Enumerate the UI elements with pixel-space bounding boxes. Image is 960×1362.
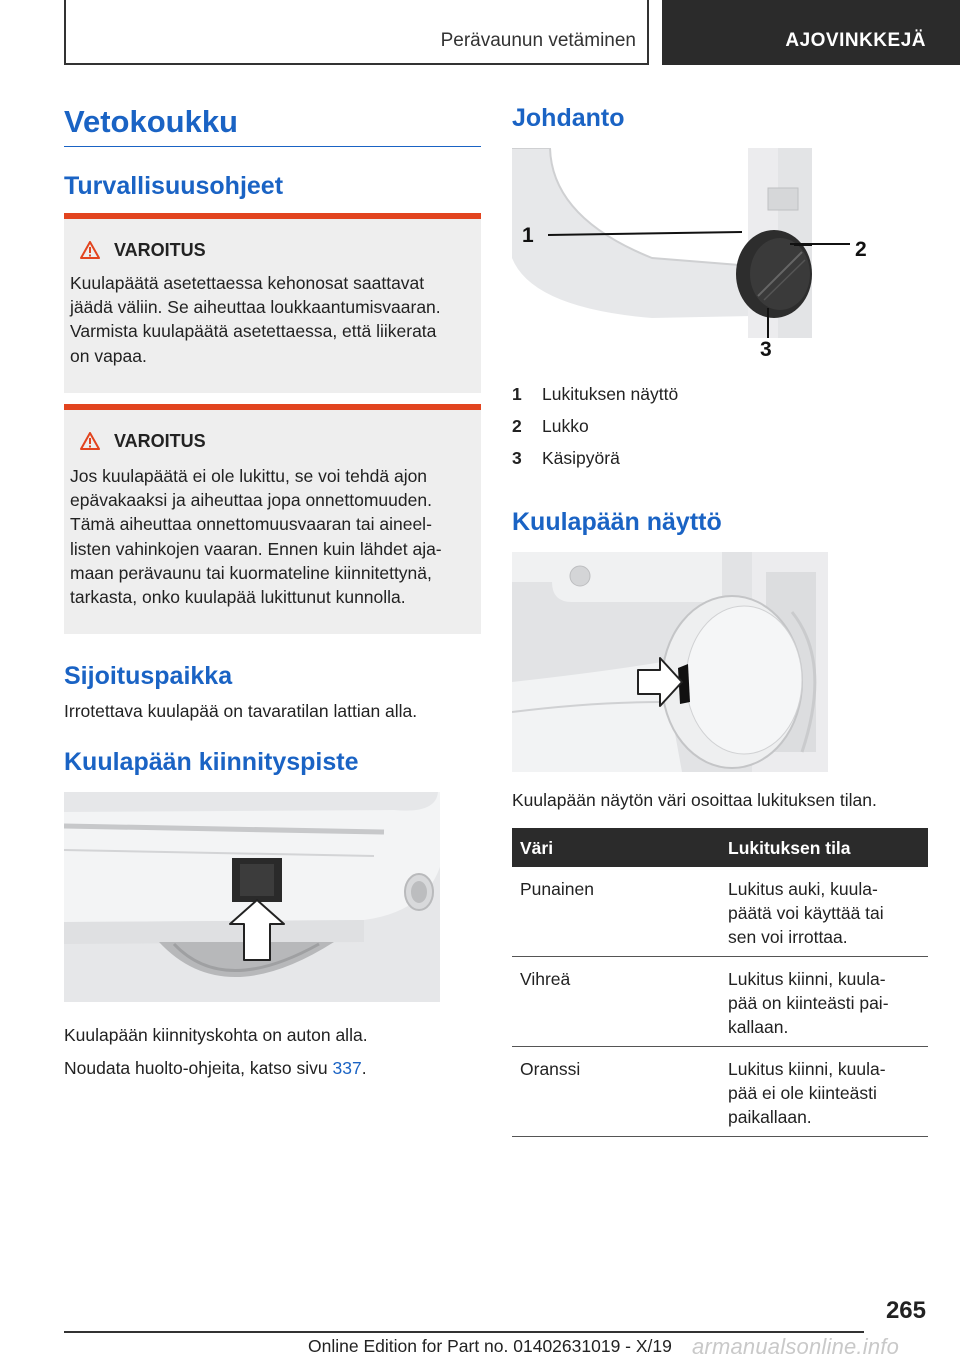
table-header-state: Lukituksen tila [728,838,851,858]
table-cell-state [728,877,918,950]
display-heading: Kuulapään näyttö [512,508,722,536]
warning-title [80,430,206,452]
service-reference [64,1056,367,1080]
header-frame-bottom [64,63,648,65]
state-line: pää on kiinteästi pai- [728,993,889,1014]
warning-bar [64,404,481,410]
legend-item-1 [512,384,678,405]
storage-text: Irrotettava kuulapää on tavaratilan lattian alla. [64,701,418,721]
mount-caption: Kuulapään kiinnityskohta on auton alla. [64,1025,368,1045]
intro-heading: Johdanto [512,104,625,132]
warning-box-1 [64,213,481,393]
state-line: sen voi irrottaa. [728,927,848,948]
table-cell-state [728,967,918,1040]
safety-heading: Turvallisuusohjeet [64,172,284,200]
display-caption: Kuulapään näytön väri osoittaa lukituksen tilan. [512,790,877,810]
warning-title [80,239,206,261]
legend-label: Lukko [542,416,589,436]
page-number: 265 [885,1297,926,1324]
warning-line: Tämä aiheuttaa onnettomuusvaaran tai aineel- [70,514,432,535]
title-rule [64,146,481,147]
warning-text [70,464,471,609]
footer-edition: Online Edition for Part no. 01402631019 - X/19 [308,1336,672,1356]
display-drawing [512,552,828,772]
header-chapter-label: AJOVINKKEJÄ [785,30,926,51]
storage-heading: Sijoituspaikka [64,662,233,690]
table-row [512,1047,928,1137]
state-line: kallaan. [728,1017,789,1038]
warning-line: epävakaaksi ja aiheuttaa jopa onnettomuuden. [70,490,432,511]
mount-heading: Kuulapään kiinnityspiste [64,748,359,776]
legend-number: 2 [512,416,522,436]
warning-bar [64,213,481,219]
header-frame-right [647,0,649,65]
legend-label: Käsipyörä [542,448,620,468]
legend-item-3 [512,448,620,469]
table-cell-color: Oranssi [520,1059,581,1079]
warning-line: tarkasta, onko kuulapää lukittunut kunnolla. [70,587,406,608]
legend-item-2 [512,416,589,437]
table-cell-state [728,1057,918,1130]
warning-line: on vapaa. [70,345,147,366]
mount-point-illustration [64,792,440,1002]
warning-label: VAROITUS [114,239,206,260]
table-header [512,828,928,867]
state-line: Lukitus kiinni, kuula- [728,969,886,989]
header-section-title: Perävaunun vetäminen [440,30,636,51]
service-end: . [361,1058,367,1078]
car-rear-drawing [64,792,440,1002]
table-row [512,957,928,1047]
table-row [512,867,928,957]
warning-line: Jos kuulapäätä ei ole lukittu, se voi tehdä ajon [70,466,428,486]
warning-line: maan perävaunu tai kuormateline kiinnitettynä, [70,562,432,583]
warning-triangle-icon [80,432,100,450]
legend-label: Lukituksen näyttö [542,384,679,404]
hitch-components-illustration [512,148,812,368]
page-title: Vetokoukku [64,104,238,139]
table-header-color: Väri [520,838,554,858]
state-line: Lukitus auki, kuula- [728,879,878,899]
page-link-337[interactable]: 337 [332,1058,362,1078]
lock-display-illustration [512,552,828,772]
header-chapter-tab [662,0,960,65]
warning-label: VAROITUS [114,430,206,451]
state-line: paikallaan. [728,1107,812,1128]
callout-3: 3 [760,338,772,361]
table-cell-color: Punainen [520,879,594,899]
header-frame-left [64,0,66,65]
warning-line: Varmista kuulapäätä asetettaessa, että liikerata [70,321,437,342]
warning-text [70,271,471,368]
warning-box-2 [64,404,481,634]
legend-number: 1 [512,384,522,404]
lock-status-table [512,828,928,1137]
hitch-knob-drawing [512,148,812,368]
state-line: pää ei ole kiinteästi [728,1083,877,1104]
state-line: Lukitus kiinni, kuula- [728,1059,886,1079]
warning-line: jäädä väliin. Se aiheuttaa loukkaantumisvaaran. [70,297,441,318]
state-line: päätä voi käyttää tai [728,903,884,924]
warning-line: listen vahinkojen vaaran. Ennen kuin lähdet aja- [70,538,442,559]
warning-line: Kuulapäätä asetettaessa kehonosat saattavat [70,273,425,293]
service-text: Noudata huolto-ohjeita, katso sivu [64,1058,333,1078]
footer-rule [64,1331,864,1333]
legend-number: 3 [512,448,522,468]
callout-2-leader [790,240,854,248]
callout-1: 1 [522,224,534,247]
warning-triangle-icon [80,241,100,259]
footer-watermark: armanualsonline.info [692,1334,900,1359]
table-cell-color: Vihreä [520,969,571,989]
callout-2-outer: 2 [855,238,867,261]
